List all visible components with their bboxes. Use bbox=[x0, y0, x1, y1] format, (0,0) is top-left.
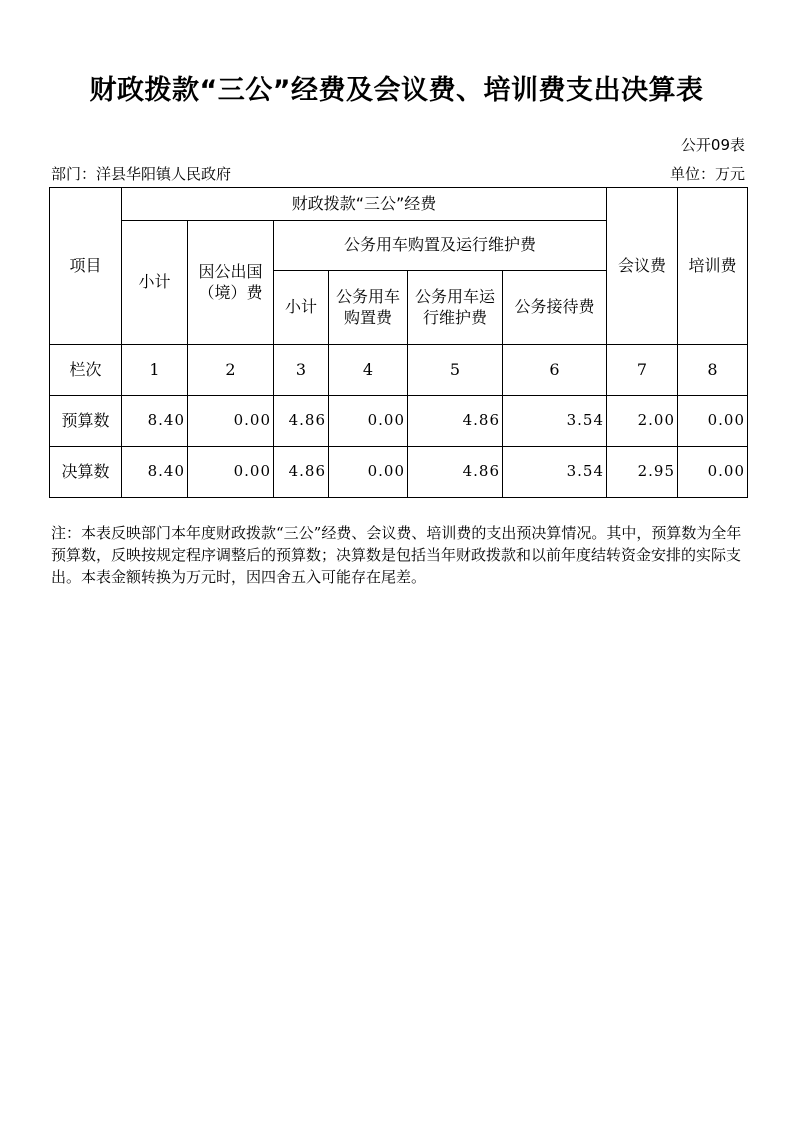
final-vehicle-subtotal: 4.86 bbox=[274, 447, 329, 498]
table-row-budget bbox=[50, 396, 748, 447]
budget-vehicle-purchase: 0.00 bbox=[329, 396, 408, 447]
index-cell: 5 bbox=[408, 345, 503, 396]
unit-label: 单位：万元 bbox=[669, 165, 745, 183]
header-meeting: 会议费 bbox=[607, 188, 678, 345]
final-meeting: 2.95 bbox=[607, 447, 678, 498]
final-abroad: 0.00 bbox=[188, 447, 274, 498]
final-training: 0.00 bbox=[678, 447, 748, 498]
final-reception: 3.54 bbox=[503, 447, 607, 498]
budget-meeting: 2.00 bbox=[607, 396, 678, 447]
table-number: 公开09表 bbox=[680, 136, 745, 154]
final-vehicle-maintenance: 4.86 bbox=[408, 447, 503, 498]
header-abroad: 因公出国（境）费 bbox=[188, 221, 274, 345]
budget-training: 0.00 bbox=[678, 396, 748, 447]
table-row-final bbox=[50, 447, 748, 498]
header-vehicle-group: 公务用车购置及运行维护费 bbox=[274, 221, 607, 271]
header-training: 培训费 bbox=[678, 188, 748, 345]
expenditure-table bbox=[49, 187, 748, 498]
index-cell: 4 bbox=[329, 345, 408, 396]
final-subtotal: 8.40 bbox=[122, 447, 188, 498]
index-row-label: 栏次 bbox=[50, 345, 122, 396]
header-reception: 公务接待费 bbox=[503, 271, 607, 345]
final-vehicle-purchase: 0.00 bbox=[329, 447, 408, 498]
header-vehicle-purchase: 公务用车购置费 bbox=[329, 271, 408, 345]
index-cell: 8 bbox=[678, 345, 748, 396]
budget-reception: 3.54 bbox=[503, 396, 607, 447]
budget-subtotal: 8.40 bbox=[122, 396, 188, 447]
index-cell: 6 bbox=[503, 345, 607, 396]
header-vehicle-subtotal: 小计 bbox=[274, 271, 329, 345]
footnote: 注：本表反映部门本年度财政拨款“三公”经费、会议费、培训费的支出预决算情况。其中，预算数为全年预算数，反映按规定程序调整后的预算数；决算数是包括当年财政拨款和以前年度结转资金安排的实际支出。本表金额转换为万元时，因四舍五入可能存在尾差。 bbox=[51, 524, 742, 586]
budget-vehicle-maintenance: 4.86 bbox=[408, 396, 503, 447]
header-item: 项目 bbox=[50, 188, 122, 345]
index-cell: 3 bbox=[274, 345, 329, 396]
budget-vehicle-subtotal: 4.86 bbox=[274, 396, 329, 447]
header-three-public-group: 财政拨款“三公”经费 bbox=[122, 188, 607, 221]
header-vehicle-maintenance: 公务用车运行维护费 bbox=[408, 271, 503, 345]
row-label-budget: 预算数 bbox=[50, 396, 122, 447]
header-subtotal: 小计 bbox=[122, 221, 188, 345]
index-cell: 1 bbox=[122, 345, 188, 396]
page-title: 财政拨款“三公”经费及会议费、培训费支出决算表 bbox=[89, 75, 704, 106]
department-label: 部门：洋县华阳镇人民政府 bbox=[51, 165, 232, 183]
row-label-final: 决算数 bbox=[50, 447, 122, 498]
budget-abroad: 0.00 bbox=[188, 396, 274, 447]
index-cell: 2 bbox=[188, 345, 274, 396]
index-cell: 7 bbox=[607, 345, 678, 396]
